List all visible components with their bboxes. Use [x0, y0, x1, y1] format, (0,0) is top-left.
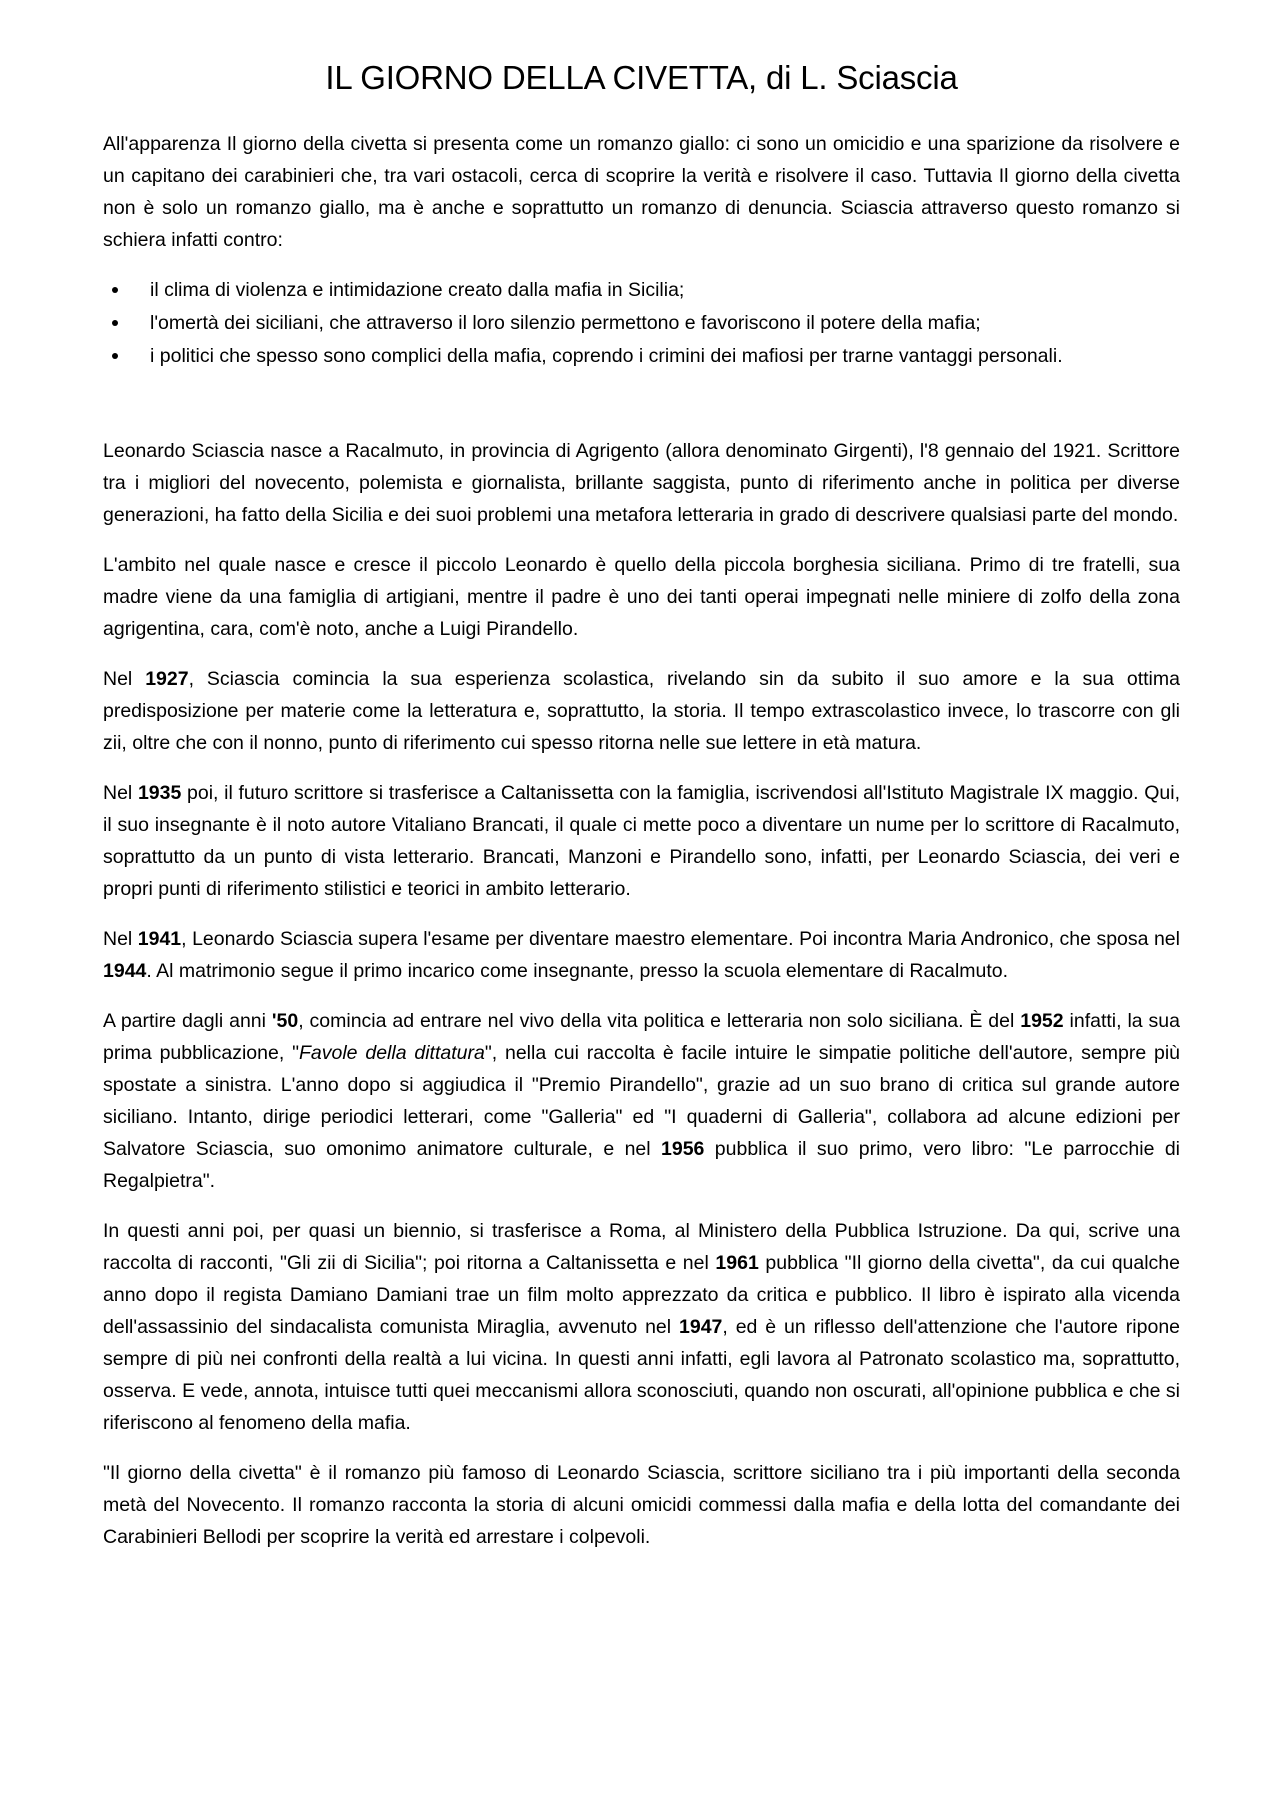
- list-item-label: i politici che spesso sono complici della mafia, coprendo i crimini dei mafiosi per trarne vantaggi personali.: [150, 344, 1063, 367]
- biography-paragraph-family: [103, 549, 1180, 645]
- text-run: , ed è un riflesso dell'attenzione che l'autore ripone sempre di più nei confronti della realtà a lui vicina. In questi anni infatti, egli lavora al Patronato scolastico ma, soprattutto, osserva. E vede, annota, intuisce tutti quei meccanismi allora sconosciuti, quando non oscurati, all'opinione pubblica e che si riferiscono al fenomeno della mafia.: [103, 1315, 1181, 1434]
- biography-paragraph-year-1927: [103, 663, 1180, 759]
- text-run: , comincia ad entrare nel vivo della vita politica e letteraria non solo siciliana. È del: [298, 1009, 1021, 1032]
- emphasis-year: 1935: [137, 781, 182, 804]
- biography-paragraph-conclusion: [103, 1457, 1180, 1553]
- text-run: infatti, la sua prima pubblicazione, ": [103, 1009, 1180, 1064]
- text-run: Leonardo Sciascia nasce a Racalmuto, in provincia di Agrigento (allora denominato Girgenti), l'8 gennaio del 1921. Scrittore tra i migliori del novecento, polemista e giornalista, brillante saggista, punto di riferimento anche in politica per diverse generazioni, ha fatto della Sicilia e dei suoi problemi una metafora letteraria in grado di descrivere qualsiasi parte del mondo.: [103, 439, 1180, 526]
- text-run: . Al matrimonio segue il primo incarico come insegnante, presso la scuola elementare di Racalmuto.: [146, 959, 1009, 982]
- list-item: [103, 340, 1180, 372]
- emphasis-year: 1952: [1020, 1009, 1064, 1032]
- text-run: In questi anni poi, per quasi un biennio, si trasferisce a Roma, al Ministero della Pubblica Istruzione. Da qui, scrive una raccolta di racconti, "Gli zii di Sicilia"; poi ritorna a Caltanissetta e nel: [103, 1219, 1180, 1274]
- text-run: pubblica il suo primo, vero libro: "Le parrocchie di Regalpietra".: [103, 1137, 1180, 1192]
- text-run: Nel: [103, 927, 138, 950]
- bullet-dot-icon: [112, 287, 118, 293]
- text-run: poi, il futuro scrittore si trasferisce a Caltanissetta con la famiglia, iscrivendosi all'Istituto Magistrale IX maggio. Qui, il suo insegnante è il noto autore Vitaliano Brancati, il quale ci mette poco a diventare un nume per lo scrittore di Racalmuto, soprattutto da un punto di vista letterario. Brancati, Manzoni e Pirandello sono, infatti, per Leonardo Sciascia, dei veri e propri punti di riferimento stilistici e teorici in ambito letterario.: [103, 781, 1180, 900]
- denuncia-bullet-list: [103, 274, 1180, 372]
- text-run: Nel: [103, 667, 146, 690]
- emphasis-year: '50: [271, 1009, 299, 1032]
- biography-paragraph-year-1961: [103, 1215, 1180, 1439]
- biography-paragraph-anni-50: [103, 1005, 1180, 1197]
- biography-paragraph-year-1941: [103, 923, 1180, 987]
- text-run: , Sciascia comincia la sua esperienza scolastica, rivelando sin da subito il suo amore e la sua ottima predisposizione per materie come la letteratura e, soprattutto, la storia. Il tempo extrascolastico invece, lo trascorre con gli zii, oltre che con il nonno, punto di riferimento cui spesso ritorna nelle sue lettere in età matura.: [103, 667, 1180, 754]
- text-run: pubblica "Il giorno della civetta", da cui qualche anno dopo il regista Damiano Damiani trae un film molto apprezzato da critica e pubblico. Il libro è ispirato alla vicenda dell'assassinio del sindacalista comunista Miraglia, avvenuto nel: [103, 1251, 1180, 1338]
- text-run: A partire dagli anni: [103, 1009, 272, 1032]
- biography-section: [103, 435, 1180, 1553]
- biography-paragraph-birth: [103, 435, 1180, 531]
- intro-paragraph: All'apparenza Il giorno della civetta si presenta come un romanzo giallo: ci sono un omicidio e una sparizione da risolvere e un capitano dei carabinieri che, tra vari ostacoli, cerca di scoprire la verità e risolvere il caso. Tuttavia Il giorno della civetta non è solo un romanzo giallo, ma è anche e soprattutto un romanzo di denuncia. Sciascia attraverso questo romanzo si schiera infatti contro:: [103, 132, 1180, 251]
- bullet-dot-icon: [112, 320, 118, 326]
- list-item-label: il clima di violenza e intimidazione creato dalla mafia in Sicilia;: [150, 278, 685, 301]
- list-item-label: l'omertà dei siciliani, che attraverso il loro silenzio permettono e favoriscono il potere della mafia;: [150, 311, 981, 334]
- text-run: L'ambito nel quale nasce e cresce il piccolo Leonardo è quello della piccola borghesia siciliana. Primo di tre fratelli, sua madre viene da una famiglia di artigiani, mentre il padre è uno dei tanti operai impegnati nelle miniere di zolfo della zona agrigentina, cara, com'è noto, anche a Luigi Pirandello.: [103, 553, 1180, 640]
- page-title: IL GIORNO DELLA CIVETTA, di L. Sciascia: [325, 59, 958, 96]
- emphasis-year: 1947: [679, 1315, 723, 1338]
- emphasis-year: 1927: [145, 667, 189, 690]
- text-run: Nel: [103, 781, 138, 804]
- emphasis-year: 1941: [137, 927, 182, 950]
- text-run: , Leonardo Sciascia supera l'esame per diventare maestro elementare. Poi incontra Maria Andronico, che sposa nel: [181, 927, 1180, 950]
- section-spacer: [103, 373, 1180, 435]
- book-title-italic: Favole della dittatura: [299, 1041, 485, 1064]
- emphasis-year: 1956: [661, 1137, 705, 1160]
- bullet-dot-icon: [112, 353, 118, 359]
- biography-paragraph-year-1935: [103, 777, 1180, 905]
- text-run: "Il giorno della civetta" è il romanzo più famoso di Leonardo Sciascia, scrittore siciliano tra i più importanti della seconda metà del Novecento. Il romanzo racconta la storia di alcuni omicidi commessi dalla mafia e della lotta del comandante dei Carabinieri Bellodi per scoprire la verità ed arrestare i colpevoli.: [103, 1461, 1180, 1548]
- list-item: [103, 307, 1180, 339]
- emphasis-year: 1944: [103, 959, 147, 982]
- text-run: ", nella cui raccolta è facile intuire le simpatie politiche dell'autore, sempre più spostate a sinistra. L'anno dopo si aggiudica il "Premio Pirandello", grazie ad un suo brano di critica sul grande autore siciliano. Intanto, dirige periodici letterari, come "Galleria" ed "I quaderni di Galleria", collabora ad alcune edizioni per Salvatore Sciascia, suo omonimo animatore culturale, e nel: [103, 1041, 1180, 1160]
- emphasis-year: 1961: [715, 1251, 759, 1274]
- list-item: [103, 274, 1180, 306]
